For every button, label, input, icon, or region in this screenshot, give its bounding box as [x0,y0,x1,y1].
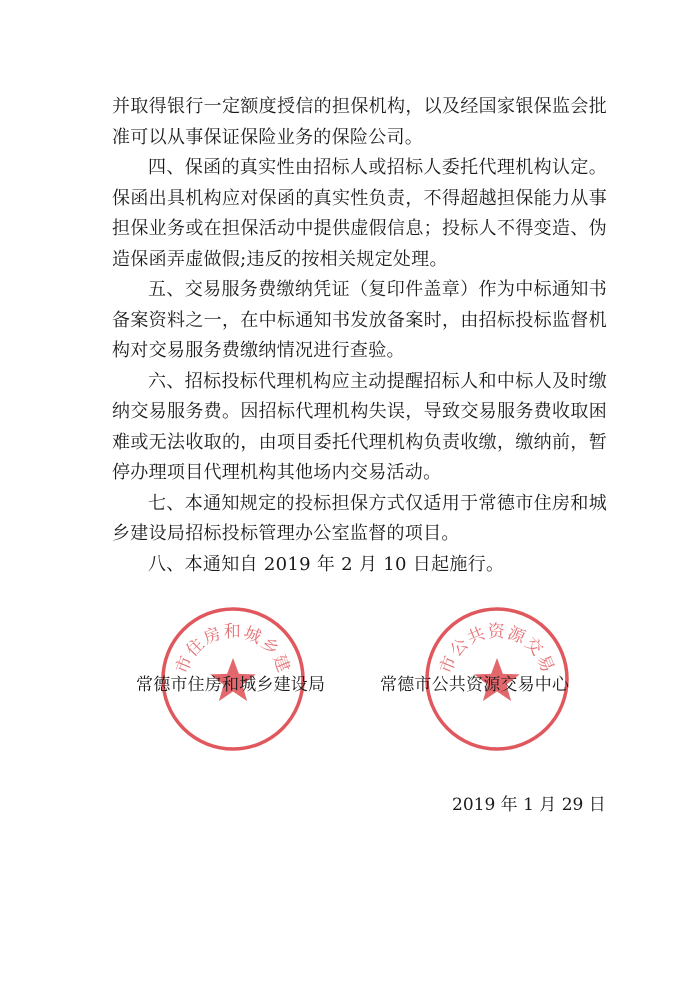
paragraph-item-8: 八、本通知自 2019 年 2 月 10 日起施行。 [148,553,505,575]
paragraph-continuation: 并取得银行一定额度授信的担保机构，以及经国家银保监会批准可以从事保证保险业务的保险公司。 [112,96,607,148]
svg-text:常德市住房和城乡建设局: 市住房和城乡建 [172,622,294,677]
issue-date: 2019 年 1 月 29 日 [452,795,606,815]
paragraph-item-6: 六、招标投标代理机构应主动提醒招标人和中标人及时缴纳交易服务费。因招标代理机构失误，导致交易服务费收取困难或无法收取的，由项目委托代理机构负责收缴，缴纳前，暂停办理项目代理机构其他场内交易活动。 [112,370,607,483]
paragraph-item-4: 四、保函的真实性由招标人或招标人委托代理机构认定。保函出具机构应对保函的真实性负责，不得超越担保能力从事担保业务或在担保活动中提供虚假信息；投标人不得变造、伪造保函弄虚做假;违反的按相关规定处理。 [112,157,607,270]
signature-block [0,672,700,702]
paragraph-item-5: 五、交易服务费缴纳凭证（复印件盖章）作为中标通知书备案资料之一，在中标通知书发放备案时，由招标投标监督机构对交易服务费缴纳情况进行查验。 [112,279,607,361]
paragraph-item-7: 七、本通知规定的投标担保方式仅适用于常德市住房和城乡建设局招标投标管理办公室监督的项目。 [112,492,607,544]
signature-trading-center: 常德市公共资源交易中心 [380,675,570,695]
signature-housing-bureau: 常德市住房和城乡建设局 [136,675,326,695]
document-body [112,92,607,580]
svg-text:常德市公共资源交易中心: 市公共资源交易 [436,622,558,677]
